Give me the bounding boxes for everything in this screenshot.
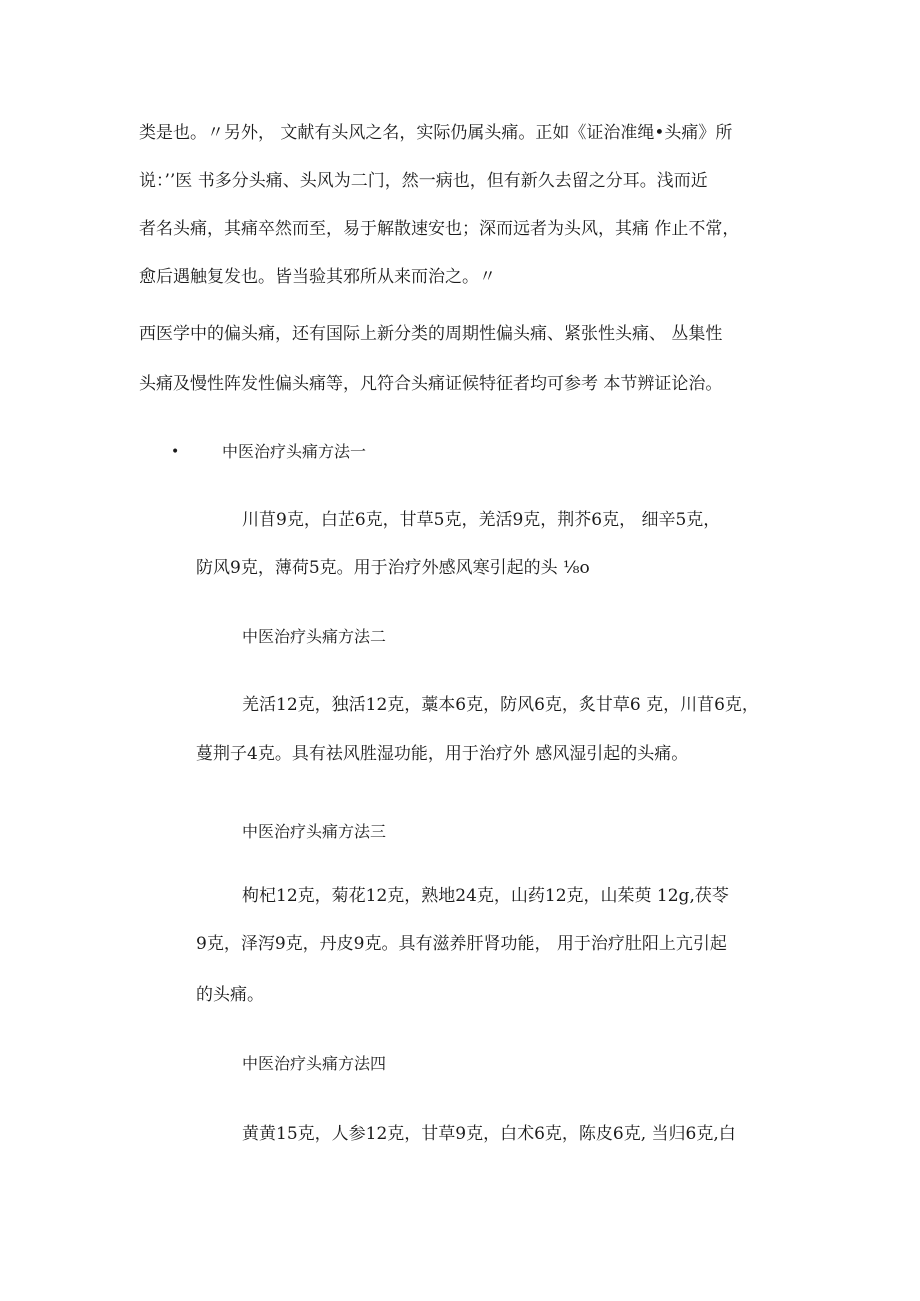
method-3-title: 中医治疗头痛方法三 (242, 822, 387, 841)
method-3-line-1: 枸杞12克，菊花12克，熟地24克，山药12克，山茱萸 12g,茯苓 (242, 886, 729, 906)
method-1-line-1: 川苜9克，白芷6克，甘草5克，羌活9克，荆芥6克， 细辛5克， (242, 510, 721, 530)
bullet-dot-icon: • (171, 444, 180, 460)
intro-line-2: 说：’’医 书多分头痛、头风为二门，然一病也，但有新久去留之分耳。浅而近 (139, 171, 708, 191)
method-2-line-2: 蔓荆子4克。具有祛风胜湿功能，用于治疗外 感风湿引起的头痛。 (196, 744, 689, 764)
intro-line-3: 者名头痛，其痛卒然而至，易于解散速安也；深而远者为头风，其痛 作止不常， (139, 219, 740, 239)
intro-line-4: 愈后遇触复发也。皆当验其邪所从来而治之。〃 (139, 267, 496, 287)
method-2-line-1: 羌活12克，独活12克，藁本6克，防风6克，炙甘草6 克，川苜6克， (242, 695, 759, 715)
method-4-title: 中医治疗头痛方法四 (242, 1054, 387, 1073)
western-line-1: 西医学中的偏头痛，还有国际上新分类的周期性偏头痛、紧张性头痛、 丛集性 (139, 324, 723, 344)
method-1-line-2: 防风9克，薄荷5克。用于治疗外感风寒引起的头 ⅛o (196, 558, 590, 578)
method-3-line-2: 9克，泽泻9克，丹皮9克。具有滋养肝肾功能， 用于治疗肚阳上亢引起 (196, 934, 727, 954)
method-2-title: 中医治疗头痛方法二 (242, 627, 387, 646)
method-3-line-3: 的头痛。 (196, 985, 264, 1005)
method-4-line-1: 黄黄15克，人参12克，甘草9克，白术6克，陈皮6克, 当归6克,白 (242, 1124, 736, 1144)
intro-line-1: 类是也。〃另外， 文献有头风之名，实际仍属头痛。正如《证治准绳•头痛》所 (139, 123, 733, 143)
western-line-2: 头痛及慢性阵发性偏头痛等，凡符合头痛证候特征者均可参考 本节辨证论治。 (139, 374, 723, 394)
method-1-title: 中医治疗头痛方法一 (222, 442, 367, 461)
